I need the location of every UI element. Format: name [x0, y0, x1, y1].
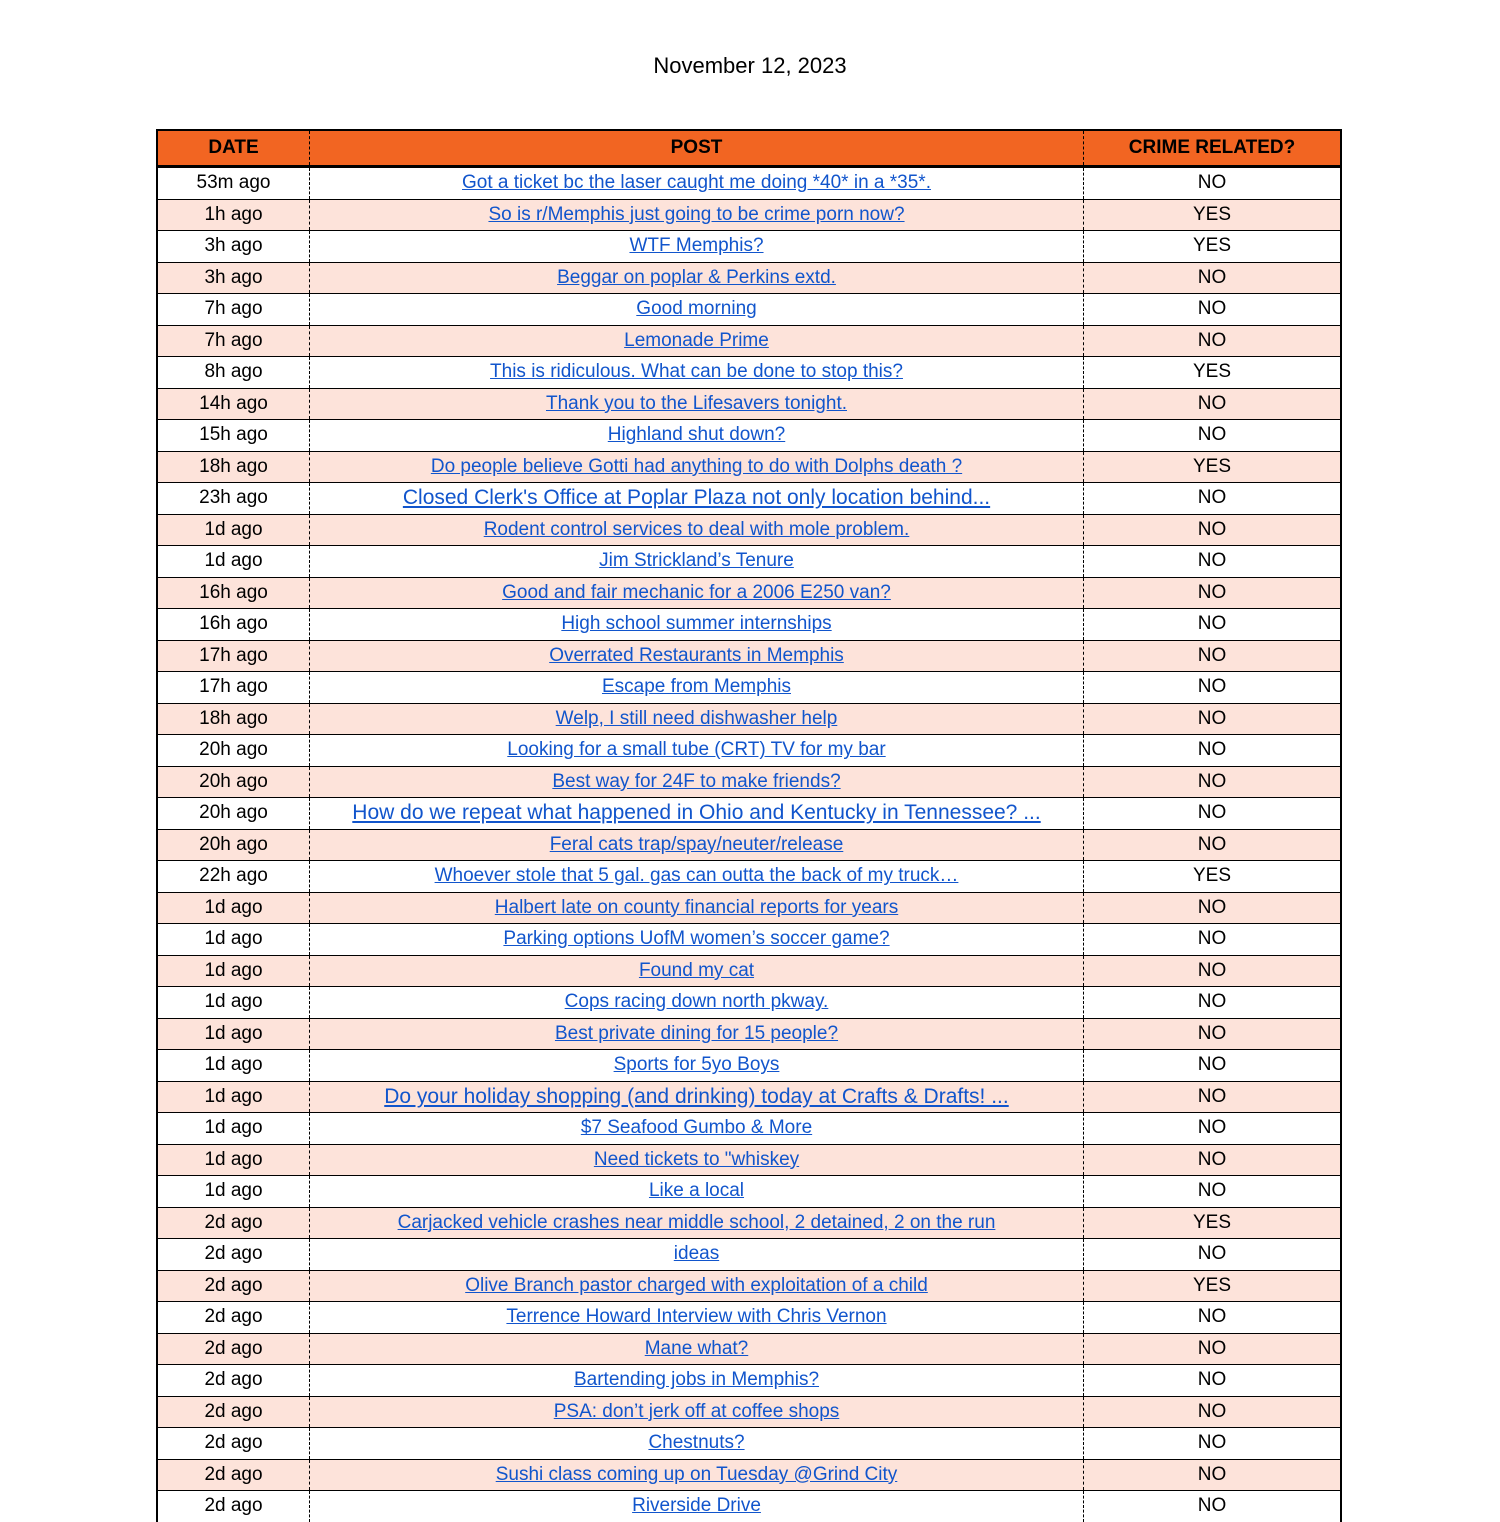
table-body	[158, 167, 1340, 1522]
row-crime-related: NO	[1197, 298, 1227, 320]
row-crime-related: YES	[1192, 235, 1232, 257]
row-date: 20h ago	[158, 798, 310, 829]
row-date: 2d ago	[158, 1208, 310, 1239]
table-row	[158, 325, 1340, 357]
row-date: 1h ago	[158, 200, 310, 231]
row-post	[310, 672, 1084, 703]
table-row	[158, 797, 1340, 829]
post-link[interactable]: Got a ticket bc the laser caught me doing *40* in a *35*.	[462, 172, 931, 194]
row-date: 1d ago	[158, 1050, 310, 1081]
row-crime-related: NO	[1197, 172, 1227, 194]
row-date: 2d ago	[158, 1365, 310, 1396]
post-link[interactable]: Whoever stole that 5 gal. gas can outta the back of my truck…	[434, 865, 959, 887]
row-date: 3h ago	[158, 263, 310, 294]
row-post	[310, 326, 1084, 357]
post-link[interactable]: Highland shut down?	[607, 424, 786, 446]
row-crime-related: NO	[1197, 770, 1227, 792]
post-link[interactable]: Lemonade Prime	[624, 329, 769, 351]
row-crime-related: YES	[1192, 1211, 1232, 1233]
row-post	[310, 641, 1084, 672]
row-post	[310, 767, 1084, 798]
post-link[interactable]: So is r/Memphis just going to be crime porn now?	[488, 203, 905, 225]
row-post	[310, 1050, 1084, 1081]
row-date: 1d ago	[158, 987, 310, 1018]
row-crime-related: NO	[1197, 1306, 1227, 1328]
row-crime-related: NO	[1197, 1243, 1227, 1265]
row-date: 17h ago	[158, 641, 310, 672]
table-row	[158, 1018, 1340, 1050]
row-crime-related: NO	[1197, 959, 1227, 981]
row-post	[310, 452, 1084, 483]
row-post	[310, 1334, 1084, 1365]
row-post	[310, 830, 1084, 861]
row-post	[310, 168, 1084, 199]
table-row	[158, 1081, 1340, 1113]
row-date: 1d ago	[158, 924, 310, 955]
row-date: 2d ago	[158, 1428, 310, 1459]
row-post	[310, 1365, 1084, 1396]
row-crime-related: NO	[1197, 833, 1227, 855]
row-crime-related: NO	[1197, 392, 1227, 414]
row-post	[310, 798, 1084, 829]
row-post	[310, 1082, 1084, 1113]
row-post	[310, 294, 1084, 325]
post-link[interactable]: Do people believe Gotti had anything to do with Dolphs death ?	[430, 455, 963, 477]
row-date: 1d ago	[158, 1176, 310, 1207]
table-row	[158, 230, 1340, 262]
row-date: 2d ago	[158, 1302, 310, 1333]
table-row	[158, 1490, 1340, 1522]
row-crime-related: NO	[1197, 550, 1227, 572]
table-row	[158, 514, 1340, 546]
post-link[interactable]: Found my cat	[638, 959, 755, 981]
row-date: 7h ago	[158, 294, 310, 325]
post-link[interactable]: Closed Clerk's Office at Poplar Plaza not only location behind...	[402, 486, 991, 510]
table-row	[158, 482, 1340, 514]
table-row	[158, 199, 1340, 231]
row-crime-related: NO	[1197, 928, 1227, 950]
row-date: 8h ago	[158, 357, 310, 388]
table-row	[158, 703, 1340, 735]
table-row	[158, 451, 1340, 483]
row-crime-related: YES	[1192, 455, 1232, 477]
row-date: 1d ago	[158, 956, 310, 987]
table-row	[158, 986, 1340, 1018]
row-date: 1d ago	[158, 546, 310, 577]
table-row	[158, 734, 1340, 766]
table-row	[158, 1333, 1340, 1365]
post-link[interactable]: Terrence Howard Interview with Chris Vernon	[506, 1306, 887, 1328]
post-link[interactable]: Best way for 24F to make friends?	[552, 770, 841, 792]
row-date: 18h ago	[158, 452, 310, 483]
table-row	[158, 829, 1340, 861]
page-title: November 12, 2023	[653, 53, 847, 78]
table-row	[158, 608, 1340, 640]
row-date: 18h ago	[158, 704, 310, 735]
row-post	[310, 735, 1084, 766]
post-link[interactable]: Best private dining for 15 people?	[554, 1022, 839, 1044]
row-crime-related: NO	[1197, 707, 1227, 729]
table-row	[158, 577, 1340, 609]
post-link[interactable]: Feral cats trap/spay/neuter/release	[549, 833, 844, 855]
row-crime-related: NO	[1197, 1022, 1227, 1044]
post-link[interactable]: Like a local	[648, 1180, 745, 1202]
table-row	[158, 1364, 1340, 1396]
row-crime-related: YES	[1192, 865, 1232, 887]
table-row	[158, 1396, 1340, 1428]
table-row	[158, 1049, 1340, 1081]
table-row	[158, 1238, 1340, 1270]
row-date: 20h ago	[158, 767, 310, 798]
row-crime-related: NO	[1197, 487, 1227, 509]
row-date: 1d ago	[158, 1113, 310, 1144]
row-crime-related: NO	[1197, 1369, 1227, 1391]
post-link[interactable]: Bartending jobs in Memphis?	[573, 1369, 820, 1391]
row-crime-related: NO	[1197, 739, 1227, 761]
table-row	[158, 1144, 1340, 1176]
row-date: 1d ago	[158, 893, 310, 924]
row-post	[310, 1145, 1084, 1176]
row-crime-related: NO	[1197, 896, 1227, 918]
row-post	[310, 389, 1084, 420]
row-crime-related: NO	[1197, 1085, 1227, 1107]
row-date: 16h ago	[158, 609, 310, 640]
post-link[interactable]: Welp, I still need dishwasher help	[555, 707, 838, 729]
table-row	[158, 262, 1340, 294]
row-post	[310, 1428, 1084, 1459]
post-link[interactable]: Good morning	[636, 298, 757, 320]
post-link[interactable]: Need tickets to "whiskey	[593, 1148, 800, 1170]
row-post	[310, 420, 1084, 451]
row-post	[310, 704, 1084, 735]
row-post	[310, 515, 1084, 546]
post-link[interactable]: Olive Branch pastor charged with exploitation of a child	[465, 1274, 928, 1296]
row-post	[310, 609, 1084, 640]
row-crime-related: NO	[1197, 613, 1227, 635]
row-crime-related: NO	[1197, 1054, 1227, 1076]
post-link[interactable]: Thank you to the Lifesavers tonight.	[545, 392, 847, 414]
row-crime-related: NO	[1197, 1180, 1227, 1202]
table-row	[158, 1175, 1340, 1207]
row-post	[310, 861, 1084, 892]
table-row	[158, 640, 1340, 672]
row-crime-related: NO	[1197, 676, 1227, 698]
row-crime-related: NO	[1197, 644, 1227, 666]
row-crime-related: NO	[1197, 581, 1227, 603]
row-date: 53m ago	[158, 168, 310, 199]
row-post	[310, 956, 1084, 987]
row-crime-related: NO	[1197, 518, 1227, 540]
post-link[interactable]: Rodent control services to deal with mole problem.	[483, 518, 910, 540]
header-post: POST	[310, 131, 1084, 165]
row-date: 1d ago	[158, 1082, 310, 1113]
post-link[interactable]: How do we repeat what happened in Ohio and Kentucky in Tennessee? ...	[352, 801, 1041, 825]
row-date: 1d ago	[158, 515, 310, 546]
post-link[interactable]: Looking for a small tube (CRT) TV for my bar	[507, 739, 886, 761]
row-date: 1d ago	[158, 1019, 310, 1050]
row-date: 16h ago	[158, 578, 310, 609]
header-date: DATE	[158, 131, 310, 165]
table-header	[158, 131, 1340, 167]
row-date: 20h ago	[158, 830, 310, 861]
row-crime-related: NO	[1197, 1432, 1227, 1454]
row-crime-related: YES	[1192, 361, 1232, 383]
post-link[interactable]: Escape from Memphis	[601, 676, 791, 698]
row-date: 20h ago	[158, 735, 310, 766]
post-link[interactable]: Good and fair mechanic for a 2006 E250 van?	[502, 581, 891, 603]
row-crime-related: NO	[1197, 424, 1227, 446]
row-date: 15h ago	[158, 420, 310, 451]
post-link[interactable]: Carjacked vehicle crashes near middle school, 2 detained, 2 on the run	[397, 1211, 996, 1233]
row-date: 22h ago	[158, 861, 310, 892]
table-row	[158, 1207, 1340, 1239]
row-crime-related: NO	[1197, 1148, 1227, 1170]
post-link[interactable]: Overrated Restaurants in Memphis	[549, 644, 844, 666]
row-post	[310, 1208, 1084, 1239]
post-link[interactable]: Sports for 5yo Boys	[613, 1054, 780, 1076]
table-row	[158, 923, 1340, 955]
row-date: 2d ago	[158, 1239, 310, 1270]
row-post	[310, 357, 1084, 388]
post-link[interactable]: WTF Memphis?	[629, 235, 764, 257]
row-post	[310, 200, 1084, 231]
table-row	[158, 766, 1340, 798]
table-row	[158, 388, 1340, 420]
row-crime-related: NO	[1197, 266, 1227, 288]
row-post	[310, 1176, 1084, 1207]
header-crime-related: CRIME RELATED?	[1128, 137, 1296, 158]
table-row	[158, 545, 1340, 577]
post-link[interactable]: Cops racing down north pkway.	[564, 991, 829, 1013]
table-row	[158, 1270, 1340, 1302]
row-post	[310, 1239, 1084, 1270]
row-post	[310, 893, 1084, 924]
row-date: 3h ago	[158, 231, 310, 262]
table-row	[158, 167, 1340, 199]
table-row	[158, 419, 1340, 451]
post-link[interactable]: PSA: don’t jerk off at coffee shops	[553, 1400, 840, 1422]
row-post	[310, 231, 1084, 262]
row-crime-related: NO	[1197, 991, 1227, 1013]
row-crime-related: NO	[1197, 1117, 1227, 1139]
post-link[interactable]: Mane what?	[644, 1337, 749, 1359]
row-post	[310, 1460, 1084, 1491]
table-row	[158, 860, 1340, 892]
row-post	[310, 1491, 1084, 1522]
row-date: 17h ago	[158, 672, 310, 703]
row-post	[310, 1113, 1084, 1144]
row-date: 14h ago	[158, 389, 310, 420]
row-date: 2d ago	[158, 1271, 310, 1302]
row-post	[310, 924, 1084, 955]
post-link[interactable]: Sushi class coming up on Tuesday @Grind City	[495, 1463, 898, 1485]
post-link[interactable]: Chestnuts?	[648, 1432, 745, 1454]
table-row	[158, 892, 1340, 924]
row-crime-related: NO	[1197, 1337, 1227, 1359]
row-post	[310, 263, 1084, 294]
row-date: 23h ago	[158, 483, 310, 514]
post-link[interactable]: Jim Strickland’s Tenure	[599, 550, 794, 572]
row-crime-related: YES	[1192, 1274, 1232, 1296]
post-link[interactable]: Riverside Drive	[632, 1495, 761, 1517]
row-post	[310, 546, 1084, 577]
table-row	[158, 1427, 1340, 1459]
row-post	[310, 1302, 1084, 1333]
row-crime-related: YES	[1192, 203, 1232, 225]
row-date: 1d ago	[158, 1145, 310, 1176]
table-row	[158, 293, 1340, 325]
post-link[interactable]: Beggar on poplar & Perkins extd.	[557, 266, 836, 288]
row-post	[310, 483, 1084, 514]
row-crime-related: NO	[1197, 802, 1227, 824]
post-link[interactable]: ideas	[673, 1243, 720, 1265]
row-crime-related: NO	[1197, 1400, 1227, 1422]
row-post	[310, 1271, 1084, 1302]
row-date: 2d ago	[158, 1397, 310, 1428]
row-post	[310, 1397, 1084, 1428]
post-link[interactable]: $7 Seafood Gumbo & More	[580, 1117, 813, 1139]
table-row	[158, 1459, 1340, 1491]
row-date: 7h ago	[158, 326, 310, 357]
row-date: 2d ago	[158, 1334, 310, 1365]
post-link[interactable]: Do your holiday shopping (and drinking) today at Crafts & Drafts! ...	[384, 1084, 1009, 1108]
table-row	[158, 671, 1340, 703]
table-row	[158, 1301, 1340, 1333]
row-post	[310, 987, 1084, 1018]
post-link[interactable]: Parking options UofM women’s soccer game?	[503, 928, 890, 950]
table-row	[158, 955, 1340, 987]
row-crime-related: NO	[1197, 1495, 1227, 1517]
row-crime-related: NO	[1197, 329, 1227, 351]
table-row	[158, 356, 1340, 388]
row-crime-related: NO	[1197, 1463, 1227, 1485]
row-date: 2d ago	[158, 1491, 310, 1522]
row-post	[310, 578, 1084, 609]
posts-table	[156, 129, 1342, 1522]
row-post	[310, 1019, 1084, 1050]
post-link[interactable]: High school summer internships	[561, 613, 832, 635]
table-row	[158, 1112, 1340, 1144]
post-link[interactable]: This is ridiculous. What can be done to stop this?	[490, 361, 903, 383]
row-date: 2d ago	[158, 1460, 310, 1491]
post-link[interactable]: Halbert late on county financial reports for years	[494, 896, 899, 918]
